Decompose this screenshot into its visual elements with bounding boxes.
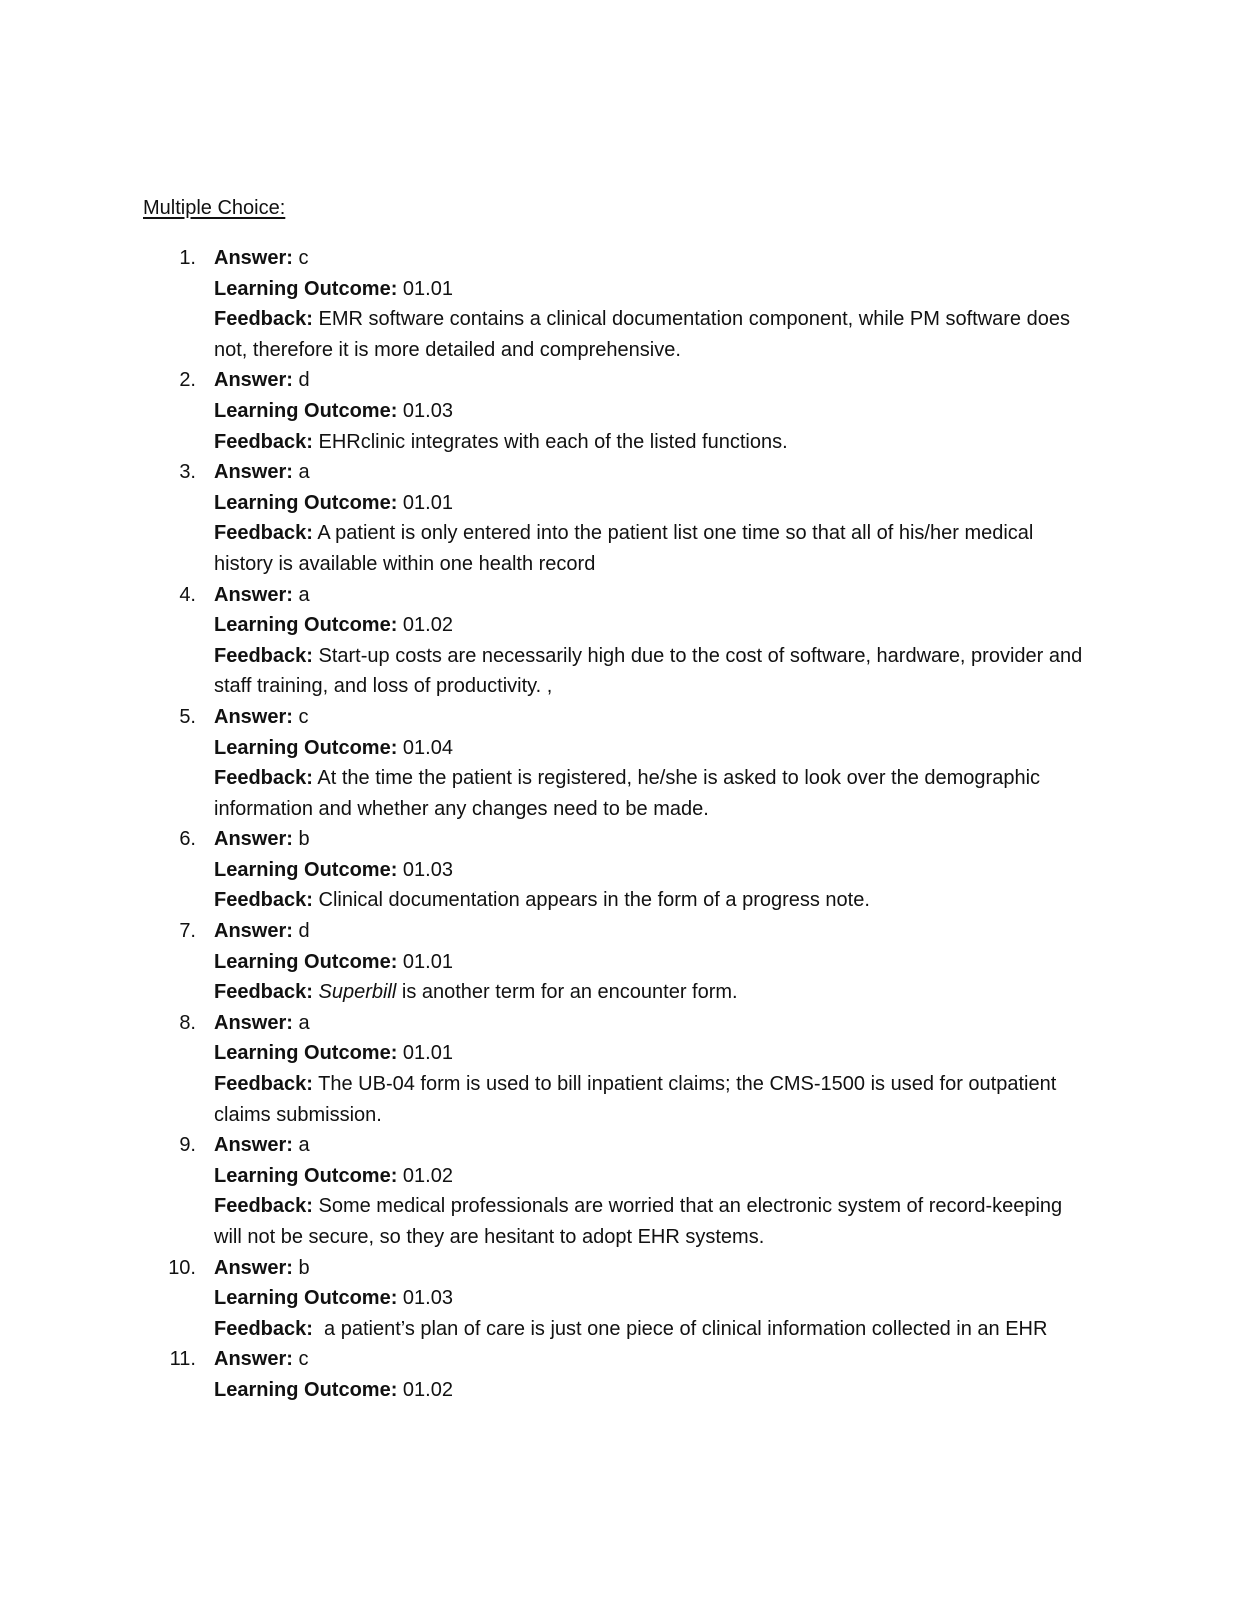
- outcome-line: [214, 1375, 1086, 1406]
- feedback-line: [214, 641, 1086, 702]
- list-item: [0, 580, 1236, 702]
- outcome-line: [214, 1283, 1086, 1314]
- answer-line: [214, 1008, 1086, 1039]
- answer-value: c: [298, 247, 309, 269]
- list-item: [0, 1130, 1236, 1252]
- list-item: [0, 916, 1236, 1008]
- answer-line: [214, 702, 1086, 733]
- answer-value: c: [298, 1348, 309, 1371]
- outcome-value: 01.01: [402, 491, 453, 514]
- outcome-label: Learning Outcome:: [214, 1287, 398, 1310]
- outcome-value: 01.01: [402, 1042, 453, 1065]
- answer-value: b: [298, 828, 310, 851]
- feedback-text: a patient’s plan of care is just one piece of clinical information collected in an EHR: [318, 1317, 1048, 1340]
- answer-value: d: [298, 920, 310, 943]
- outcome-value: 01.01: [402, 277, 453, 300]
- section-heading: Multiple Choice:: [143, 197, 286, 219]
- answer-label: Answer:: [214, 1011, 293, 1034]
- item-number: 6.: [179, 828, 196, 851]
- outcome-label: Learning Outcome:: [214, 1042, 398, 1065]
- feedback-label: Feedback:: [214, 522, 313, 545]
- feedback-line: [214, 304, 1086, 365]
- feedback-label: Feedback:: [214, 430, 313, 453]
- feedback-label: Feedback:: [214, 1195, 313, 1218]
- outcome-label: Learning Outcome:: [214, 858, 398, 881]
- feedback-text: Some medical professionals are worried that an electronic system of record-keeping will not be secure, so they are hesitant to adopt EHR systems.: [214, 1195, 1063, 1248]
- item-number: 11.: [169, 1348, 196, 1371]
- outcome-line: [214, 855, 1086, 886]
- feedback-line: [214, 1314, 1086, 1345]
- feedback-text: EMR software contains a clinical documentation component, while PM software does not, therefore it is more detailed and comprehensive.: [214, 308, 1070, 361]
- answer-value: c: [298, 705, 309, 728]
- feedback-text: Start-up costs are necessarily high due to the cost of software, hardware, provider and staff training, and loss of productivity. ,: [214, 644, 1083, 698]
- outcome-label: Learning Outcome:: [214, 491, 398, 514]
- feedback-text: is another term for an encounter form.: [396, 981, 738, 1004]
- answer-value: d: [298, 369, 310, 392]
- list-item: [0, 1008, 1236, 1130]
- feedback-text: The UB-04 form is used to bill inpatient claims; the CMS-1500 is used for outpatient claims submission.: [214, 1073, 1057, 1126]
- feedback-line: [214, 885, 1086, 916]
- answer-value: a: [298, 1134, 310, 1157]
- item-number: 2.: [179, 369, 196, 392]
- answer-line: [214, 365, 1086, 396]
- feedback-line: [214, 518, 1086, 579]
- feedback-text: At the time the patient is registered, he/she is asked to look over the demographic information and whether any changes need to be made.: [214, 767, 1041, 820]
- outcome-label: Learning Outcome:: [214, 950, 398, 973]
- outcome-label: Learning Outcome:: [214, 399, 398, 422]
- item-number: 8.: [179, 1011, 196, 1034]
- feedback-label: Feedback:: [214, 767, 313, 790]
- answer-value: a: [298, 461, 310, 484]
- feedback-line: [214, 1069, 1086, 1130]
- list-item: [0, 702, 1236, 824]
- answer-line: [214, 457, 1086, 488]
- outcome-value: 01.03: [402, 1287, 453, 1310]
- feedback-label: Feedback:: [214, 889, 313, 912]
- item-number: 9.: [179, 1134, 196, 1157]
- feedback-text: A patient is only entered into the patient list one time so that all of his/her medical history is available within one health record: [214, 522, 1034, 575]
- feedback-italic-term: Superbill: [318, 981, 397, 1004]
- outcome-line: [214, 610, 1086, 641]
- outcome-value: 01.03: [402, 858, 453, 881]
- list-item: [0, 243, 1236, 365]
- outcome-value: 01.01: [402, 950, 453, 973]
- answer-label: Answer:: [214, 920, 293, 943]
- item-number: 4.: [179, 583, 196, 606]
- answer-line: [214, 243, 1086, 274]
- answer-label: Answer:: [214, 1134, 293, 1157]
- outcome-value: 01.03: [402, 399, 453, 422]
- outcome-label: Learning Outcome:: [214, 1378, 398, 1401]
- item-number: 5.: [179, 705, 196, 728]
- outcome-line: [214, 396, 1086, 427]
- feedback-line: [214, 1191, 1086, 1252]
- outcome-label: Learning Outcome:: [214, 1164, 398, 1187]
- outcome-label: Learning Outcome:: [214, 277, 398, 300]
- outcome-value: 01.02: [402, 614, 453, 637]
- answer-label: Answer:: [214, 1348, 293, 1371]
- outcome-line: [214, 733, 1086, 764]
- feedback-line: [214, 977, 1086, 1008]
- feedback-label: Feedback:: [214, 308, 313, 331]
- answer-value: b: [298, 1256, 310, 1279]
- list-item: [0, 824, 1236, 916]
- answer-label: Answer:: [214, 828, 293, 851]
- outcome-value: 01.02: [402, 1378, 453, 1401]
- answer-label: Answer:: [214, 369, 293, 392]
- outcome-value: 01.04: [402, 736, 453, 759]
- answer-list: [0, 243, 1236, 1406]
- feedback-label: Feedback:: [214, 644, 313, 667]
- feedback-line: [214, 763, 1086, 824]
- item-number: 7.: [179, 920, 196, 943]
- answer-label: Answer:: [214, 583, 293, 606]
- outcome-line: [214, 274, 1086, 305]
- item-number: 1.: [179, 247, 196, 269]
- outcome-line: [214, 947, 1086, 978]
- outcome-label: Learning Outcome:: [214, 614, 398, 637]
- answer-label: Answer:: [214, 705, 293, 728]
- list-item: [0, 1253, 1236, 1345]
- feedback-text: Clinical documentation appears in the form of a progress note.: [318, 889, 870, 912]
- answer-line: [214, 916, 1086, 947]
- item-number: 3.: [179, 461, 196, 484]
- answer-label: Answer:: [214, 461, 293, 484]
- feedback-line: [214, 427, 1086, 458]
- answer-line: [214, 1344, 1086, 1375]
- outcome-value: 01.02: [402, 1164, 453, 1187]
- answer-label: Answer:: [214, 1256, 293, 1279]
- feedback-label: Feedback:: [214, 981, 313, 1004]
- outcome-line: [214, 488, 1086, 519]
- outcome-line: [214, 1161, 1086, 1192]
- item-number: 10.: [168, 1256, 196, 1279]
- answer-line: [214, 1130, 1086, 1161]
- feedback-label: Feedback:: [214, 1317, 313, 1340]
- answer-line: [214, 580, 1086, 611]
- list-item: [0, 1344, 1236, 1405]
- list-item: [0, 457, 1236, 579]
- outcome-line: [214, 1038, 1086, 1069]
- feedback-label: Feedback:: [214, 1073, 313, 1096]
- answer-value: a: [298, 583, 310, 606]
- answer-line: [214, 1253, 1086, 1284]
- feedback-text: EHRclinic integrates with each of the listed functions.: [318, 430, 788, 453]
- answer-line: [214, 824, 1086, 855]
- outcome-label: Learning Outcome:: [214, 736, 398, 759]
- list-item: [0, 365, 1236, 457]
- answer-value: a: [298, 1011, 310, 1034]
- answer-label: Answer:: [214, 247, 293, 269]
